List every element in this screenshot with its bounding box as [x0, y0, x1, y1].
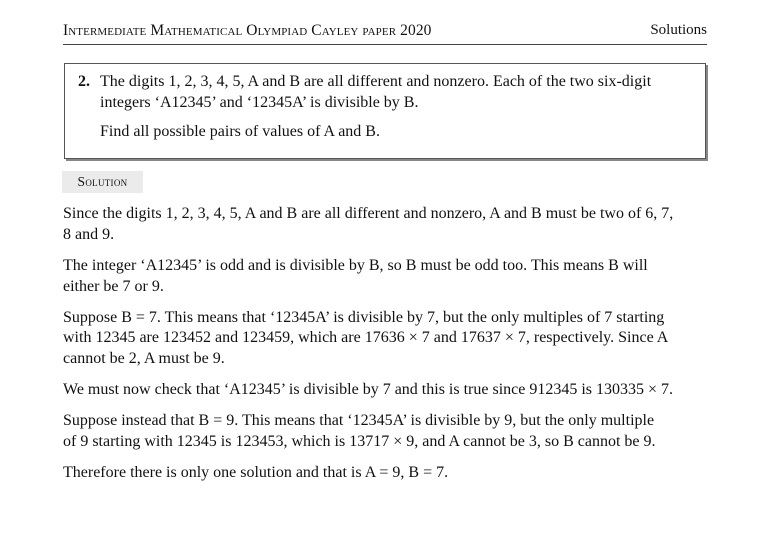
problem-line-2: integers ‘A12345’ and ‘12345A’ is divisible by B. [100, 94, 419, 111]
solution-text-line: Suppose B = 7. This means that ‘12345A’ is divisible by 7, but the only multiples of 7 starting [63, 309, 665, 326]
problem-box [64, 63, 706, 159]
section-label: Solutions [650, 22, 707, 38]
solution-text-line: Suppose instead that B = 9. This means that ‘12345A’ is divisible by 9, but the only multiple [63, 412, 655, 429]
page-header [63, 20, 707, 45]
solution-text-line: cannot be 2, A must be 9. [63, 350, 225, 367]
problem-number: 2. [78, 73, 90, 90]
solution-heading: Solution [62, 171, 143, 193]
solution-text-line: We must now check that ‘A12345’ is divisible by 7 and this is true since 912345 is 130335 × 7. [63, 381, 674, 398]
solution-text-line: Since the digits 1, 2, 3, 4, 5, A and B are all different and nonzero, A and B must be two of 6, 7, [63, 205, 674, 222]
solution-text-line: The integer ‘A12345’ is odd and is divisible by B, so B must be odd too. This means B will [63, 257, 648, 274]
problem-line-1: The digits 1, 2, 3, 4, 5, A and B are all different and nonzero. Each of the two six-digit [100, 73, 652, 90]
solution-text-line: of 9 starting with 12345 is 123453, which is 13717 × 9, and A cannot be 3, so B cannot be 9. [63, 433, 656, 450]
solution-text-line: 8 and 9. [63, 226, 115, 243]
solution-text-line: either be 7 or 9. [63, 278, 164, 295]
problem-question: Find all possible pairs of values of A and B. [100, 123, 380, 140]
solution-conclusion: Therefore there is only one solution and that is A = 9, B = 7. [63, 464, 449, 481]
solution-text-line: with 12345 are 123452 and 123459, which are 17636 × 7 and 17637 × 7, respectively. Since A [63, 329, 669, 346]
paper-title: Intermediate Mathematical Olympiad Cayley paper 2020 [63, 22, 432, 39]
